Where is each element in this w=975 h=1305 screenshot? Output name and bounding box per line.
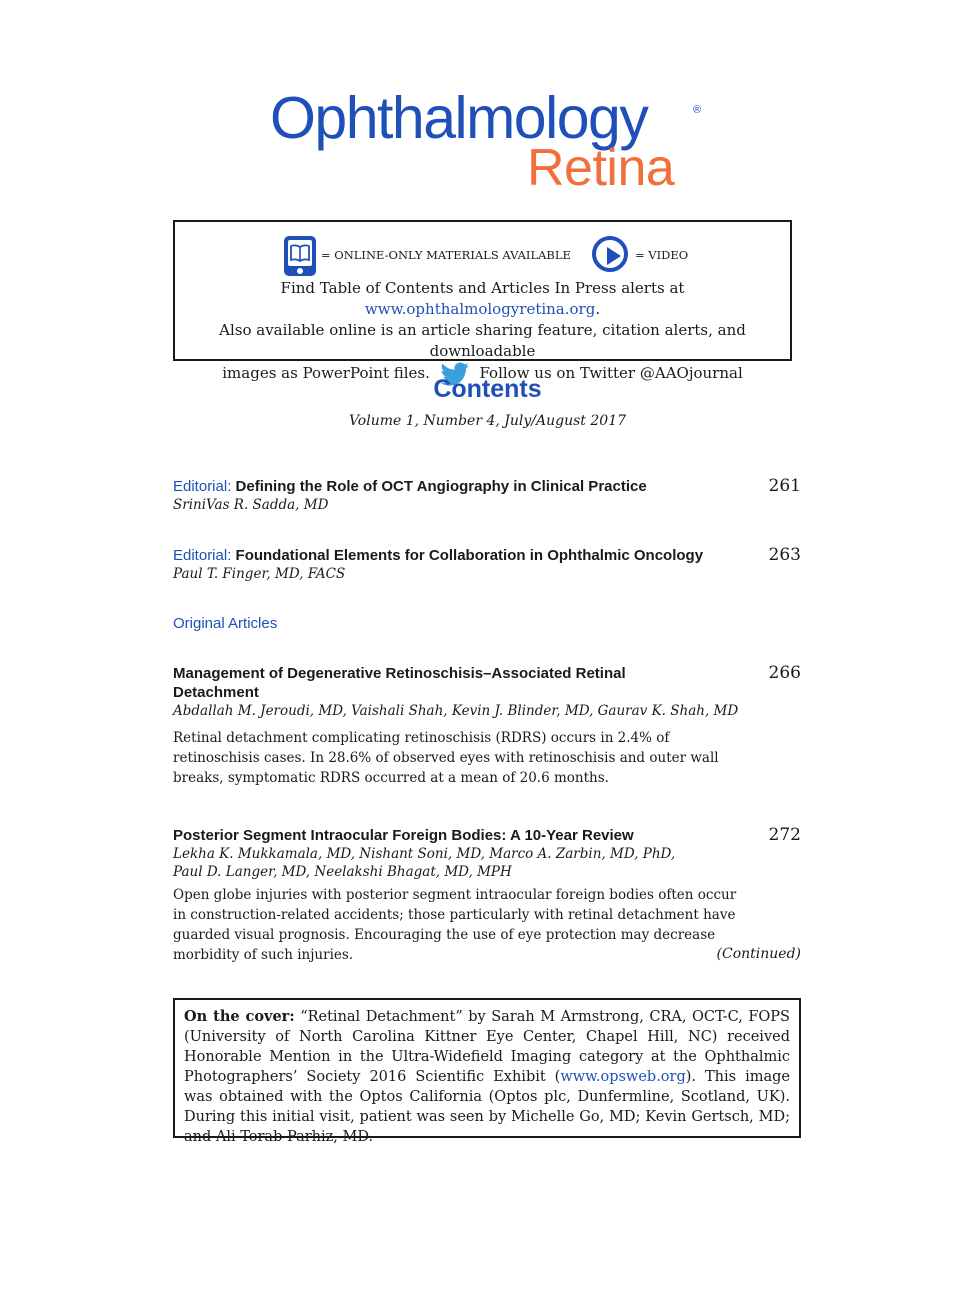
tablet-icon (284, 236, 316, 276)
legend (175, 236, 790, 278)
entry-authors: Abdallah M. Jeroudi, MD, Vaishali Shah, Kevin J. Blinder, MD, Gaurav K. Shah, MD (173, 703, 739, 719)
info-box (173, 220, 792, 382)
cover-label: On the cover: (184, 1008, 295, 1025)
entry-title[interactable] (173, 546, 801, 565)
contents-title: Contents (433, 375, 542, 403)
online-materials-label: = ONLINE-ONLY MATERIALS AVAILABLE (321, 248, 571, 262)
logo-line-2: Retina (527, 139, 675, 197)
video-label: = VIDEO (635, 248, 689, 262)
twitter-follow-text[interactable]: Follow us on Twitter @AAOjournal (479, 364, 743, 382)
entry-authors: SriniVas R. Sadda, MD (173, 497, 329, 513)
logo-registered-mark: ® (693, 104, 702, 116)
info-line-3-prefix: images as PowerPoint files. (222, 364, 430, 382)
info-line-1-prefix: Find Table of Contents and Articles In Press alerts at (280, 279, 685, 297)
entry-title-text[interactable]: Foundational Elements for Collaboration in Ophthalmic Oncology (235, 547, 704, 564)
entry-title[interactable]: Management of Degenerative Retinoschisis–Associated Retinal Detachment (173, 665, 626, 701)
cover-description-box (173, 998, 801, 1145)
entry-title[interactable]: Posterior Segment Intraocular Foreign Bodies: A 10-Year Review (173, 827, 634, 844)
page-number: 261 (768, 476, 801, 496)
toc-entry-article-1[interactable] (173, 664, 801, 788)
entry-title[interactable] (173, 477, 801, 496)
entry-label: Editorial: (173, 478, 232, 495)
journal-website-link[interactable]: www.ophthalmologyretina.org (364, 300, 596, 318)
entry-summary: Open globe injuries with posterior segment intraocular foreign bodies often occur in construction-related accidents; those particularly with retinal detachment have guarded visual prognosis. Encouraging the use of eye protection may decrease morbidity of such injuries. (173, 887, 737, 963)
info-line-2: Also available online is an article sharing feature, citation alerts, and downloadable (219, 321, 746, 360)
entry-authors-line-2: Paul D. Langer, MD, Neelakshi Bhagat, MD, MPH (173, 864, 512, 880)
page-number: 263 (768, 545, 801, 565)
page-number: 266 (768, 663, 801, 683)
entry-authors: Paul T. Finger, MD, FACS (173, 566, 346, 582)
entry-summary: Retinal detachment complicating retinoschisis (RDRS) occurs in 2.4% of retinoschisis cases. In 28.6% of observed eyes with retinoschisis and outer wall breaks, symptomatic RDRS occurred at a mean of 20.6 months. (173, 730, 719, 786)
cover-text-2: ). This image was obtained with the Optos California (Optos plc, Dunfermline, Scotland, UK). During this initial visit, patient was seen by Michelle Go, MD; Kevin Gertsch, MD; and Ali Torab Parhiz, MD. (184, 1069, 790, 1145)
logo-line-1: Ophthalmology (270, 85, 648, 151)
section-heading-original-articles: Original Articles (173, 615, 278, 632)
cover-text-1: “Retinal Detachment” by Sarah M Armstrong, CRA, OCT-C, FOPS (University of North Carolina Kittner Eye Center, Chapel Hill, NC) received Honorable Mention in the Ultra-Widefield Imaging category at the Ophthalmic Photographers’ Society 2016 Scientific Exhibit ( (184, 1009, 790, 1085)
volume-info: Volume 1, Number 4, July/August 2017 (348, 413, 627, 429)
entry-title-text[interactable]: Defining the Role of OCT Angiography in Clinical Practice (235, 478, 647, 495)
play-icon (592, 236, 628, 272)
info-line-1-suffix: . (595, 300, 601, 318)
continued-note: (Continued) (716, 946, 801, 962)
journal-logo (270, 84, 710, 197)
opsweb-link[interactable]: www.opsweb.org (560, 1069, 686, 1085)
info-text (175, 278, 790, 386)
page-number: 272 (768, 825, 801, 845)
entry-label: Editorial: (173, 547, 232, 564)
entry-authors-line-1: Lekha K. Mukkamala, MD, Nishant Soni, MD, Marco A. Zarbin, MD, PhD, (173, 846, 676, 862)
toc-entry-editorial-2[interactable] (173, 546, 801, 583)
toc-entry-editorial-1[interactable] (173, 477, 801, 514)
toc-entry-article-2[interactable] (173, 826, 801, 965)
